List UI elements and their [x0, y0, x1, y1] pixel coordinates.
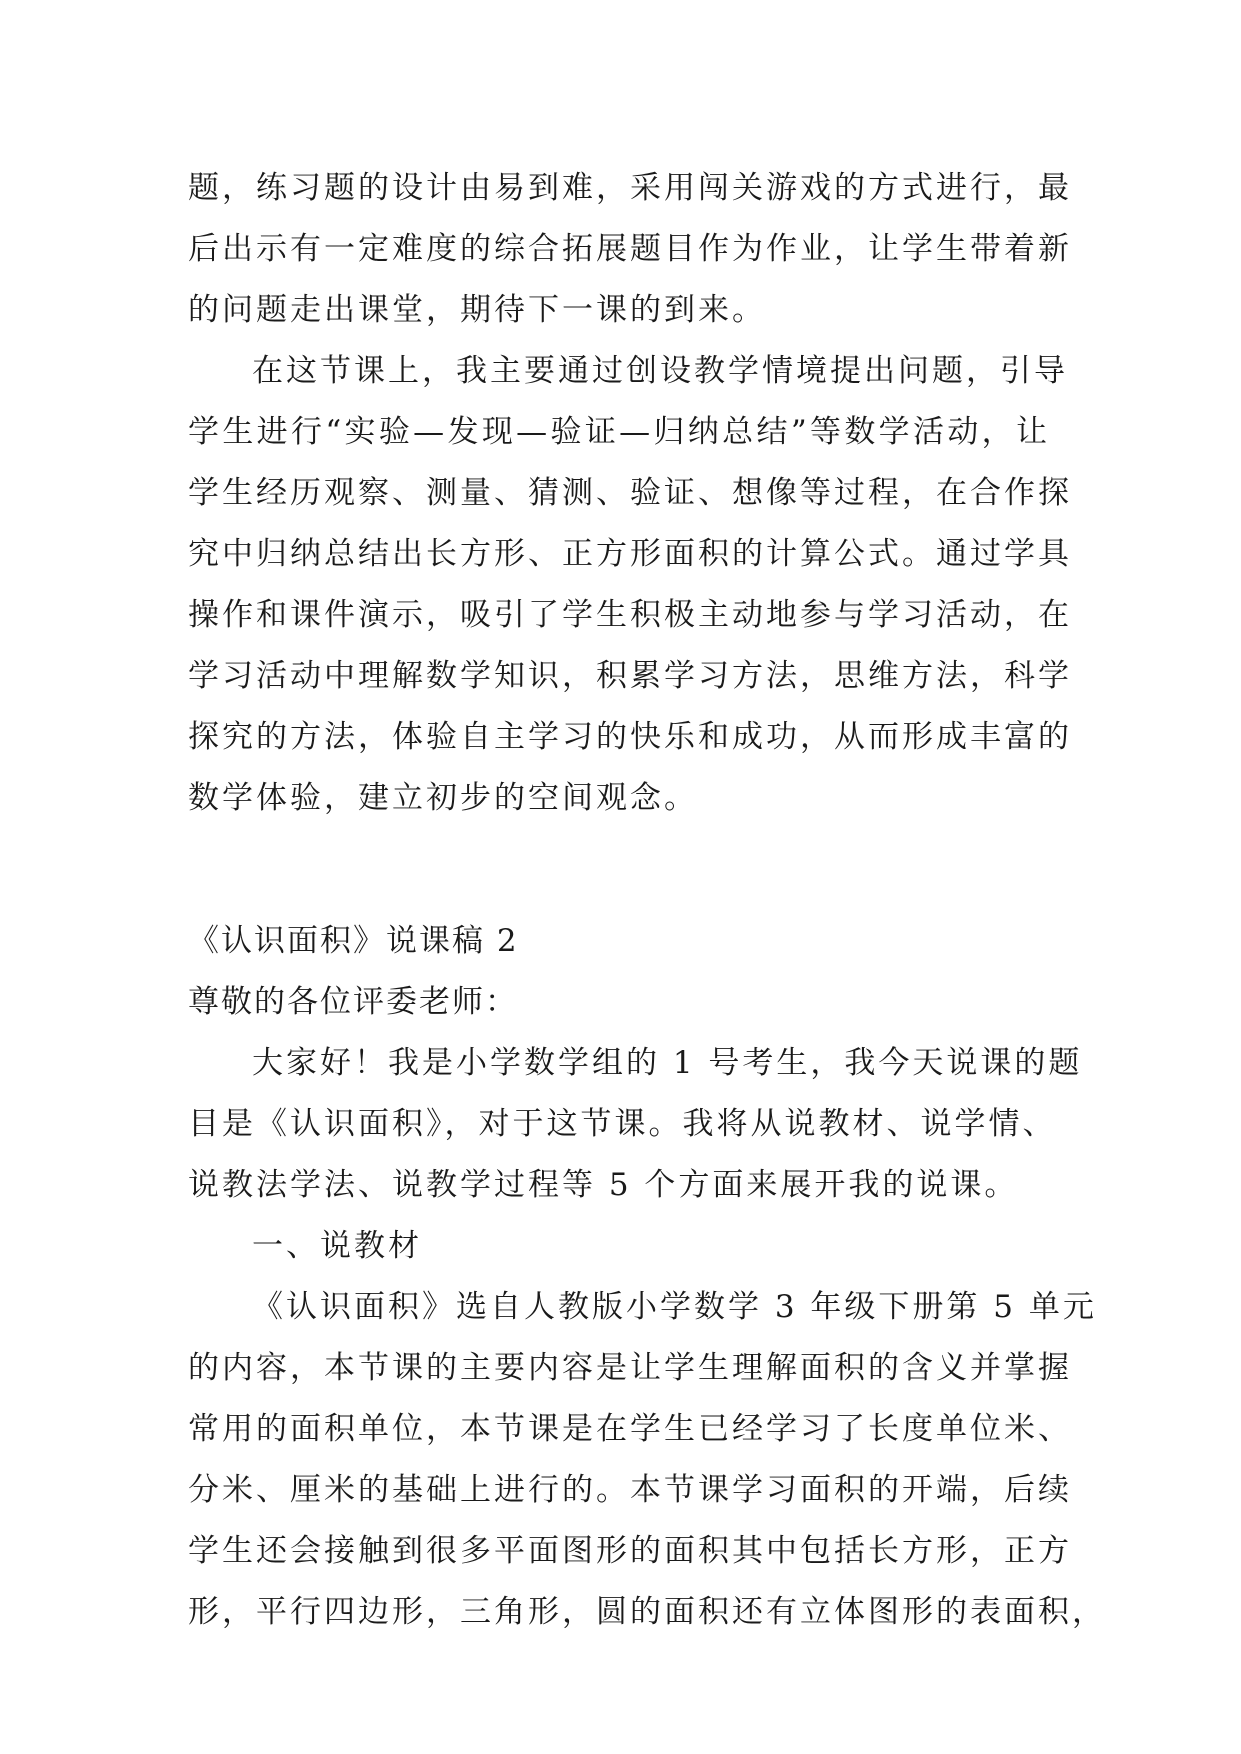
- subheading-textbook: 一、说教材: [252, 1228, 422, 1264]
- paragraph-intro: [188, 1033, 1083, 1216]
- text-line: 大家好！我是小学数学组的 1 号考生，我今天说课的题: [252, 1045, 1083, 1081]
- text-line: 数学体验，建立初步的空间观念。: [188, 780, 698, 816]
- text-line: 学生进行“实验—发现—验证—归纳总结”等数学活动，让: [188, 414, 1050, 450]
- text-line: 形，平行四边形，三角形，圆的面积还有立体图形的表面积，: [188, 1594, 1106, 1630]
- text-line: 究中归纳总结出长方形、正方形面积的计算公式。通过学具: [188, 536, 1072, 572]
- document-page: [188, 158, 1106, 1643]
- paragraph-textbook: [188, 1277, 1106, 1643]
- text-line: 在这节课上，我主要通过创设教学情境提出问题，引导: [252, 353, 1068, 389]
- text-line: 的问题走出课堂，期待下一课的到来。: [188, 292, 766, 328]
- section-gap: [188, 829, 1050, 911]
- text-line: 说教法学法、说教学过程等 5 个方面来展开我的说课。: [188, 1167, 1019, 1203]
- section-title: 《认识面积》说课稿 2: [188, 923, 519, 959]
- text-line: 探究的方法，体验自主学习的快乐和成功，从而形成丰富的: [188, 719, 1072, 755]
- text-line: 常用的面积单位，本节课是在学生已经学习了长度单位米、: [188, 1411, 1072, 1447]
- text-line: 的内容，本节课的主要内容是让学生理解面积的含义并掌握: [188, 1350, 1072, 1386]
- text-line: 分米、厘米的基础上进行的。本节课学习面积的开端，后续: [188, 1472, 1072, 1508]
- text-line: 学习活动中理解数学知识，积累学习方法，思维方法，科学: [188, 658, 1072, 694]
- greeting: 尊敬的各位评委老师：: [188, 984, 518, 1020]
- paragraph-continuation: [188, 158, 1072, 341]
- text-line: 目是《认识面积》，对于这节课。我将从说教材、说学情、: [188, 1106, 1057, 1142]
- paragraph-summary: [188, 341, 1072, 829]
- text-line: 学生还会接触到很多平面图形的面积其中包括长方形，正方: [188, 1533, 1072, 1569]
- text-line: 题，练习题的设计由易到难，采用闯关游戏的方式进行，最: [188, 170, 1072, 206]
- text-line: 《认识面积》选自人教版小学数学 3 年级下册第 5 单元: [252, 1289, 1097, 1325]
- text-line: 学生经历观察、测量、猜测、验证、想像等过程，在合作探: [188, 475, 1072, 511]
- text-line: 后出示有一定难度的综合拓展题目作为作业，让学生带着新: [188, 231, 1072, 267]
- text-line: 操作和课件演示，吸引了学生积极主动地参与学习活动，在: [188, 597, 1072, 633]
